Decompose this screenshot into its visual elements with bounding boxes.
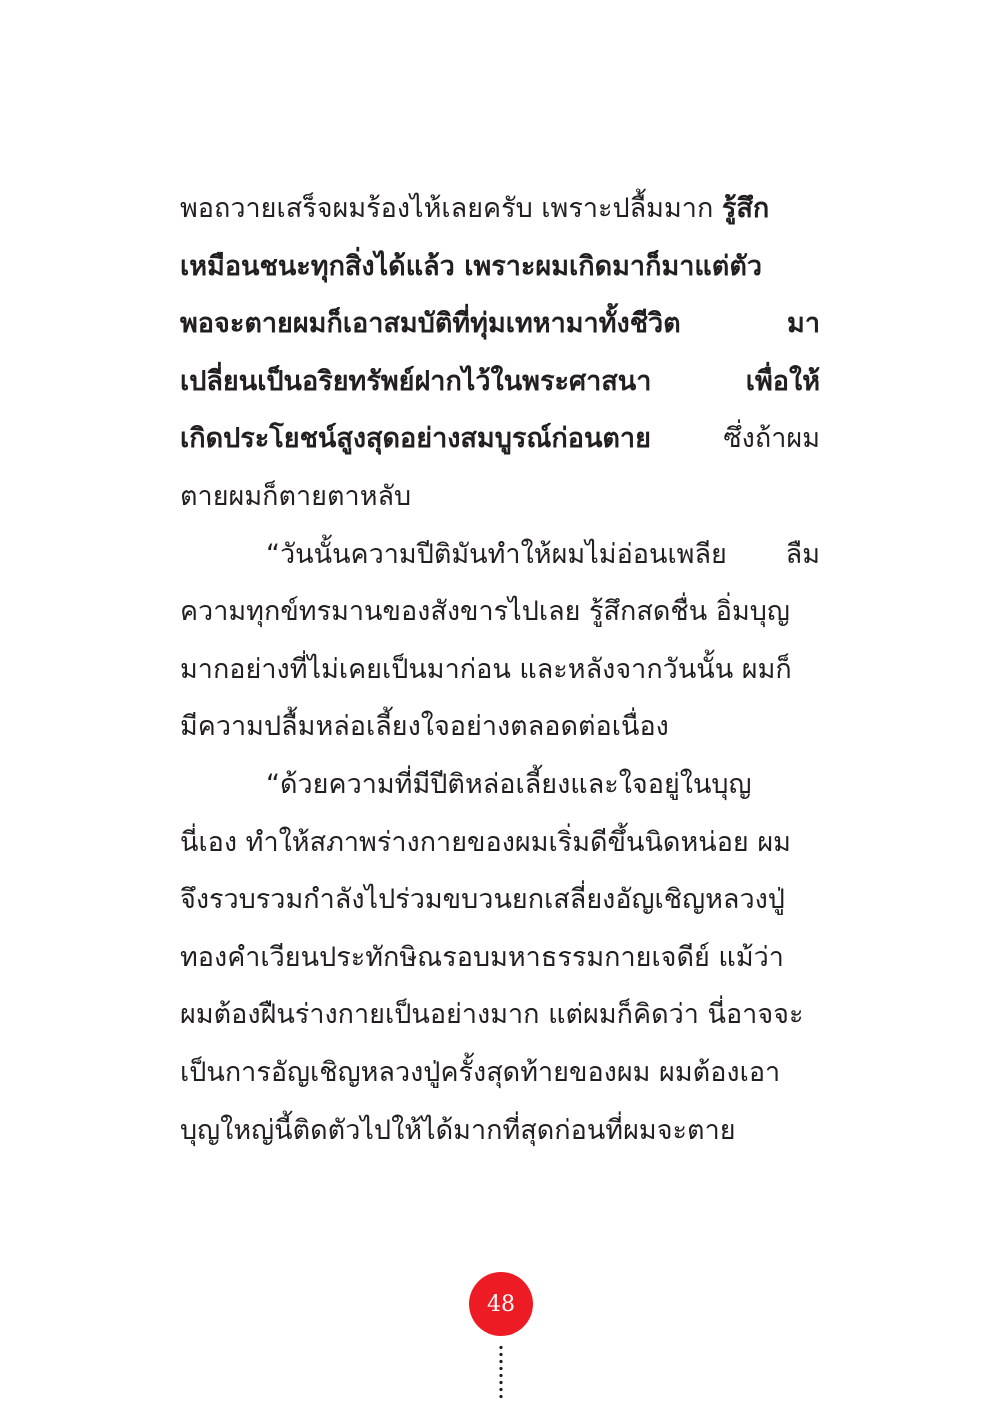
paragraph-first-line	[180, 526, 820, 584]
bold-text-segment: รู้สึก	[721, 193, 770, 224]
text-line	[180, 1102, 820, 1160]
bold-text-segment: เกิดประโยชน์สูงสุดอย่างสมบูรณ์ก่อนตาย	[180, 423, 651, 455]
text-line	[180, 410, 820, 468]
dotted-line-decoration	[499, 1344, 503, 1400]
text-segment: ความทุกข์ทรมานของสังขารไปเลย รู้สึกสดชื่น อิ่มบุญ	[180, 596, 790, 628]
text-line	[180, 641, 820, 699]
page-number: 48	[487, 1291, 515, 1317]
bold-text-segment: เปลี่ยนเป็นอริยทรัพย์ฝากไว้ในพระศาสนา	[180, 365, 652, 397]
text-line	[180, 238, 820, 296]
bold-text-segment: เหมือนชนะทุกสิ่งได้แล้ว เพราะผมเกิดมาก็มาแต่ตัว	[180, 250, 763, 282]
text-line	[180, 986, 820, 1044]
paragraph-first-line	[180, 756, 820, 814]
text-segment: ผมต้องฝืนร่างกายเป็นอย่างมาก แต่ผมก็คิดว่า นี่อาจจะ	[180, 999, 804, 1031]
page-number-badge	[469, 1272, 533, 1336]
text-line	[180, 814, 820, 872]
text-segment: ลืม	[785, 538, 820, 570]
text-segment: มากอย่างที่ไม่เคยเป็นมาก่อน และหลังจากวันนั้น ผมก็	[180, 653, 792, 685]
text-line	[180, 295, 820, 353]
text-line	[180, 583, 820, 641]
bold-text-segment: พอจะตายผมก็เอาสมบัติที่ทุ่มเทหามาทั้งชีวิต	[180, 308, 681, 340]
text-line	[180, 353, 820, 411]
text-segment: “วันนั้นความปีติมันทำให้ผมไม่อ่อนเพลีย	[266, 538, 727, 570]
text-segment: “ด้วยความที่มีปีติหล่อเลี้ยงและใจอยู่ในบุญ	[266, 768, 752, 800]
text-segment: เป็นการอัญเชิญหลวงปู่ครั้งสุดท้ายของผม ผมต้องเอา	[180, 1056, 781, 1088]
text-line	[180, 698, 820, 756]
text-segment: ตายผมก็ตายตาหลับ	[180, 480, 412, 512]
text-segment: มีความปลื้มหล่อเลี้ยงใจอย่างตลอดต่อเนื่อง	[180, 711, 669, 743]
text-segment: พอถวายเสร็จผมร้องไห้เลยครับ เพราะปลื้มมาก	[180, 193, 722, 224]
text-line	[180, 929, 820, 987]
text-segment: ทองคำเวียนประทักษิณรอบมหาธรรมกายเจดีย์ แม้ว่า	[180, 941, 784, 973]
bold-text-segment: มา	[787, 308, 820, 340]
bold-text-segment: เพื่อให้	[745, 365, 820, 397]
text-segment: ซึ่งถ้าผม	[723, 423, 820, 455]
body-text	[180, 180, 820, 1159]
text-line	[180, 468, 820, 526]
text-segment: นี่เอง ทำให้สภาพร่างกายของผมเริ่มดีขึ้นนิดหน่อย ผม	[180, 826, 791, 858]
text-segment: จึงรวบรวมกำลังไปร่วมขบวนยกเสลี่ยงอัญเชิญหลวงปู่	[180, 884, 785, 916]
text-line	[180, 871, 820, 929]
text-line	[180, 180, 820, 238]
text-line	[180, 1044, 820, 1102]
text-segment: บุญใหญ่นี้ติดตัวไปให้ได้มากที่สุดก่อนที่ผมจะตาย	[180, 1114, 736, 1146]
